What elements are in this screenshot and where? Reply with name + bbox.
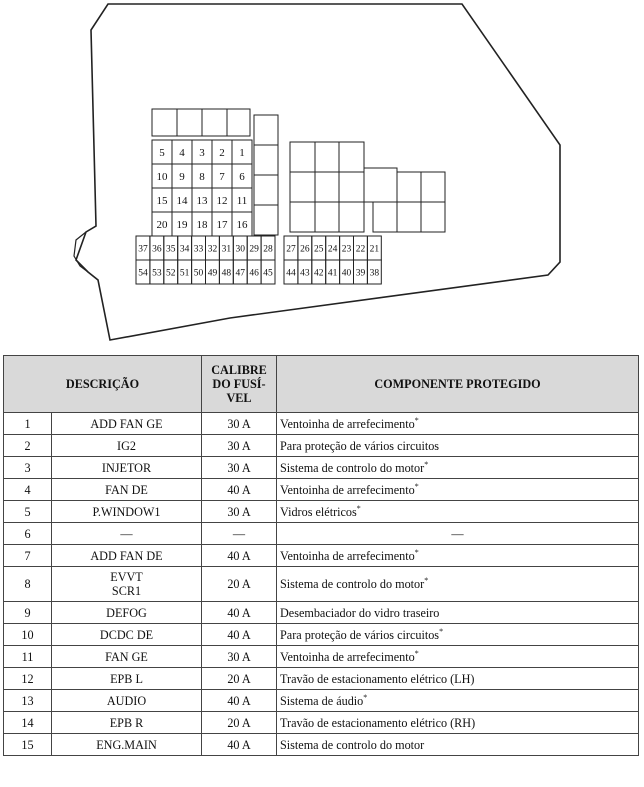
fuse-number: 15 bbox=[4, 734, 52, 756]
fuse-number: 4 bbox=[4, 479, 52, 501]
fuse-label-8: 8 bbox=[199, 171, 205, 183]
table-row bbox=[4, 413, 639, 435]
fuse-rating: 20 A bbox=[202, 567, 277, 602]
fuse-description bbox=[52, 435, 202, 457]
mini-fuse-label-28: 28 bbox=[263, 244, 273, 255]
fuse-box-diagram bbox=[0, 0, 644, 352]
fuse-rating: 40 A bbox=[202, 690, 277, 712]
protected-component-text: Vidros elétricos bbox=[280, 504, 357, 519]
fuse-number: 5 bbox=[4, 501, 52, 523]
fuse-description bbox=[52, 457, 202, 479]
fuse-box-connector-tab bbox=[74, 232, 88, 272]
fuse-label-6: 6 bbox=[239, 171, 245, 183]
protected-component bbox=[277, 646, 639, 668]
protected-component bbox=[277, 413, 639, 435]
mini-fuse-label-49: 49 bbox=[207, 268, 218, 279]
fuse-rating: 40 A bbox=[202, 734, 277, 756]
table-row bbox=[4, 457, 639, 479]
footnote-marker: * bbox=[424, 575, 429, 585]
mini-fuse-label-51: 51 bbox=[179, 268, 190, 279]
mini-fuse-label-47: 47 bbox=[235, 268, 245, 279]
footnote-marker: * bbox=[356, 503, 361, 513]
footnote-marker: * bbox=[414, 415, 419, 425]
fuse-rating: 40 A bbox=[202, 479, 277, 501]
mini-fuse-label-52: 52 bbox=[166, 268, 176, 279]
fuse-label-7: 7 bbox=[219, 171, 225, 183]
mini-fuse-label-39: 39 bbox=[355, 268, 366, 279]
footnote-marker: * bbox=[439, 626, 444, 636]
mini-fuse-label-27: 27 bbox=[286, 244, 296, 255]
protected-component bbox=[277, 435, 639, 457]
protected-component bbox=[277, 712, 639, 734]
fuse-description-text: — bbox=[120, 526, 133, 541]
fuse-description bbox=[52, 479, 202, 501]
fuse-description bbox=[52, 690, 202, 712]
mini-fuse-rows bbox=[136, 236, 381, 284]
table-row bbox=[4, 435, 639, 457]
protected-component-text: Ventoinha de arrefecimento bbox=[280, 548, 415, 563]
fuse-label-3: 3 bbox=[199, 147, 205, 159]
fuse-description bbox=[52, 712, 202, 734]
fuse-label-1: 1 bbox=[239, 147, 245, 159]
fuse-rating: 30 A bbox=[202, 413, 277, 435]
table-row bbox=[4, 501, 639, 523]
fuse-number: 3 bbox=[4, 457, 52, 479]
relay-block bbox=[290, 142, 445, 232]
fuse-rating: 30 A bbox=[202, 435, 277, 457]
mini-fuse-label-21: 21 bbox=[369, 244, 380, 255]
fuse-label-5: 5 bbox=[159, 147, 165, 159]
mini-fuse-label-45: 45 bbox=[263, 268, 273, 279]
footnote-marker: * bbox=[363, 692, 368, 702]
fuse-description-text: FAN DE bbox=[105, 482, 148, 497]
fuse-description-text: DCDC DE bbox=[99, 627, 154, 642]
fuse-rating: 20 A bbox=[202, 668, 277, 690]
table-header-row bbox=[4, 356, 639, 413]
fuse-description bbox=[52, 624, 202, 646]
large-fuse-top-row bbox=[152, 109, 250, 136]
header-calibre bbox=[202, 356, 277, 413]
fuse-number: 6 bbox=[4, 523, 52, 545]
fuse-rating: 40 A bbox=[202, 602, 277, 624]
fuse-label-9: 9 bbox=[179, 171, 185, 183]
mini-fuse-label-31: 31 bbox=[221, 244, 232, 255]
fuse-number: 9 bbox=[4, 602, 52, 624]
fuse-description-text: FAN GE bbox=[105, 649, 148, 664]
mini-fuse-label-36: 36 bbox=[152, 244, 162, 255]
fuse-number: 14 bbox=[4, 712, 52, 734]
protected-component bbox=[277, 624, 639, 646]
protected-component-text: Ventoinha de arrefecimento bbox=[280, 416, 415, 431]
fuse-label-19: 19 bbox=[176, 219, 188, 231]
fuse-description bbox=[52, 523, 202, 545]
header-calibre-line3: VEL bbox=[226, 391, 252, 405]
protected-component-text: — bbox=[451, 526, 464, 541]
fuse-description bbox=[52, 501, 202, 523]
fuse-rating: 30 A bbox=[202, 501, 277, 523]
footnote-marker: * bbox=[414, 481, 419, 491]
fuse-rating: 20 A bbox=[202, 712, 277, 734]
fuse-label-15: 15 bbox=[156, 195, 168, 207]
mini-fuse-label-54: 54 bbox=[138, 268, 148, 279]
fuse-description-text: EVVT bbox=[110, 570, 143, 584]
mini-fuse-label-37: 37 bbox=[138, 244, 148, 255]
mini-fuse-label-35: 35 bbox=[166, 244, 176, 255]
table-row bbox=[4, 523, 639, 545]
fuse-description-text: ADD FAN GE bbox=[90, 416, 163, 431]
header-descricao: DESCRIÇÃO bbox=[4, 356, 202, 413]
fuse-description bbox=[52, 567, 202, 602]
fuse-description-text: IG2 bbox=[117, 438, 136, 453]
fuse-description-text: ENG.MAIN bbox=[96, 737, 157, 752]
protected-component-text: Ventoinha de arrefecimento bbox=[280, 482, 415, 497]
fuse-description-text: P.WINDOW1 bbox=[92, 504, 161, 519]
fuse-number: 10 bbox=[4, 624, 52, 646]
fuse-label-18: 18 bbox=[196, 219, 208, 231]
fuse-description-text: DEFOG bbox=[106, 605, 147, 620]
table-row bbox=[4, 734, 639, 756]
fuse-label-2: 2 bbox=[219, 147, 225, 159]
protected-component bbox=[277, 734, 639, 756]
mini-fuse-label-40: 40 bbox=[341, 268, 352, 279]
fuse-label-11: 11 bbox=[236, 195, 248, 207]
fuse-rating: 30 A bbox=[202, 646, 277, 668]
protected-component-text: Desembaciador do vidro traseiro bbox=[280, 605, 440, 620]
fuse-label-17: 17 bbox=[216, 219, 228, 231]
table-row bbox=[4, 545, 639, 567]
fuse-description-text: AUDIO bbox=[106, 693, 147, 708]
protected-component-text: Sistema de áudio bbox=[280, 693, 364, 708]
mini-fuse-label-43: 43 bbox=[300, 268, 310, 279]
fuse-number: 1 bbox=[4, 413, 52, 435]
fuse-label-10: 10 bbox=[156, 171, 168, 183]
fuse-rating: 40 A bbox=[202, 545, 277, 567]
fuse-rating: 40 A bbox=[202, 624, 277, 646]
protected-component-text: Travão de estacionamento elétrico (LH) bbox=[280, 671, 475, 686]
fuse-label-4: 4 bbox=[179, 147, 185, 159]
protected-component-text: Sistema de controlo do motor bbox=[280, 577, 425, 591]
fuse-label-12: 12 bbox=[216, 195, 228, 207]
fuse-number: 13 bbox=[4, 690, 52, 712]
fuse-rating: 30 A bbox=[202, 457, 277, 479]
protected-component-text: Sistema de controlo do motor bbox=[280, 737, 425, 752]
fuse-table bbox=[3, 355, 639, 756]
fuse-description bbox=[52, 668, 202, 690]
mini-fuse-label-22: 22 bbox=[355, 244, 366, 255]
protected-component bbox=[277, 690, 639, 712]
fuse-number: 8 bbox=[4, 567, 52, 602]
header-calibre-line2: DO FUSÍ- bbox=[212, 377, 266, 391]
mini-fuse-label-41: 41 bbox=[327, 268, 338, 279]
protected-component-text: Para proteção de vários circuitos bbox=[280, 438, 440, 453]
mini-fuse-label-24: 24 bbox=[327, 244, 338, 255]
fuse-description-text: ADD FAN DE bbox=[90, 548, 163, 563]
footnote-marker: * bbox=[424, 459, 429, 469]
fuse-label-13: 13 bbox=[196, 195, 208, 207]
mini-fuse-label-53: 53 bbox=[152, 268, 162, 279]
protected-component bbox=[277, 567, 639, 602]
footnote-marker: * bbox=[414, 648, 419, 658]
fuse-description bbox=[52, 545, 202, 567]
mini-fuse-label-25: 25 bbox=[314, 244, 324, 255]
table-row bbox=[4, 567, 639, 602]
protected-component-text: Travão de estacionamento elétrico (RH) bbox=[280, 715, 476, 730]
table-row bbox=[4, 646, 639, 668]
mini-fuse-label-29: 29 bbox=[249, 244, 259, 255]
fuse-number: 11 bbox=[4, 646, 52, 668]
mini-fuse-label-48: 48 bbox=[221, 268, 232, 279]
table-row bbox=[4, 712, 639, 734]
mini-fuse-label-32: 32 bbox=[207, 244, 218, 255]
mini-fuse-label-44: 44 bbox=[286, 268, 296, 279]
fuse-description bbox=[52, 413, 202, 435]
mini-fuse-label-50: 50 bbox=[193, 268, 204, 279]
fuse-number: 7 bbox=[4, 545, 52, 567]
protected-component-text: Para proteção de vários circuitos bbox=[280, 627, 440, 642]
protected-component bbox=[277, 501, 639, 523]
protected-component bbox=[277, 523, 639, 545]
protected-component bbox=[277, 479, 639, 501]
footnote-marker: * bbox=[414, 547, 419, 557]
fuse-label-14: 14 bbox=[176, 195, 188, 207]
fuse-description bbox=[52, 646, 202, 668]
fuse-description-text-line2: SCR1 bbox=[111, 584, 142, 598]
table-row bbox=[4, 624, 639, 646]
table-row bbox=[4, 690, 639, 712]
protected-component-text: Sistema de controlo do motor bbox=[280, 460, 425, 475]
table-row bbox=[4, 602, 639, 624]
protected-component-text: Ventoinha de arrefecimento bbox=[280, 649, 415, 664]
header-componente: COMPONENTE PROTEGIDO bbox=[277, 356, 639, 413]
fuse-rating: — bbox=[202, 523, 277, 545]
fuse-description-text: EPB R bbox=[109, 715, 144, 730]
fuse-label-16: 16 bbox=[236, 219, 248, 231]
fuse-number: 2 bbox=[4, 435, 52, 457]
fuse-description-text: INJETOR bbox=[101, 460, 152, 475]
mini-fuse-label-30: 30 bbox=[235, 244, 245, 255]
fuse-description bbox=[52, 734, 202, 756]
mini-fuse-label-46: 46 bbox=[249, 268, 259, 279]
table-row bbox=[4, 668, 639, 690]
fuse-description bbox=[52, 602, 202, 624]
fuse-tall-column bbox=[254, 115, 278, 235]
fuse-label-20: 20 bbox=[156, 219, 168, 231]
mini-fuse-label-42: 42 bbox=[314, 268, 324, 279]
mini-fuse-label-34: 34 bbox=[179, 244, 190, 255]
fuse-grid bbox=[152, 140, 252, 236]
protected-component bbox=[277, 457, 639, 479]
mini-fuse-label-33: 33 bbox=[193, 244, 204, 255]
fuse-number: 12 bbox=[4, 668, 52, 690]
protected-component bbox=[277, 668, 639, 690]
protected-component bbox=[277, 545, 639, 567]
protected-component bbox=[277, 602, 639, 624]
mini-fuse-label-26: 26 bbox=[300, 244, 310, 255]
mini-fuse-label-23: 23 bbox=[341, 244, 352, 255]
fuse-description-text: EPB L bbox=[110, 671, 143, 686]
mini-fuse-label-38: 38 bbox=[369, 268, 380, 279]
header-calibre-line1: CALIBRE bbox=[211, 363, 267, 377]
table-row bbox=[4, 479, 639, 501]
